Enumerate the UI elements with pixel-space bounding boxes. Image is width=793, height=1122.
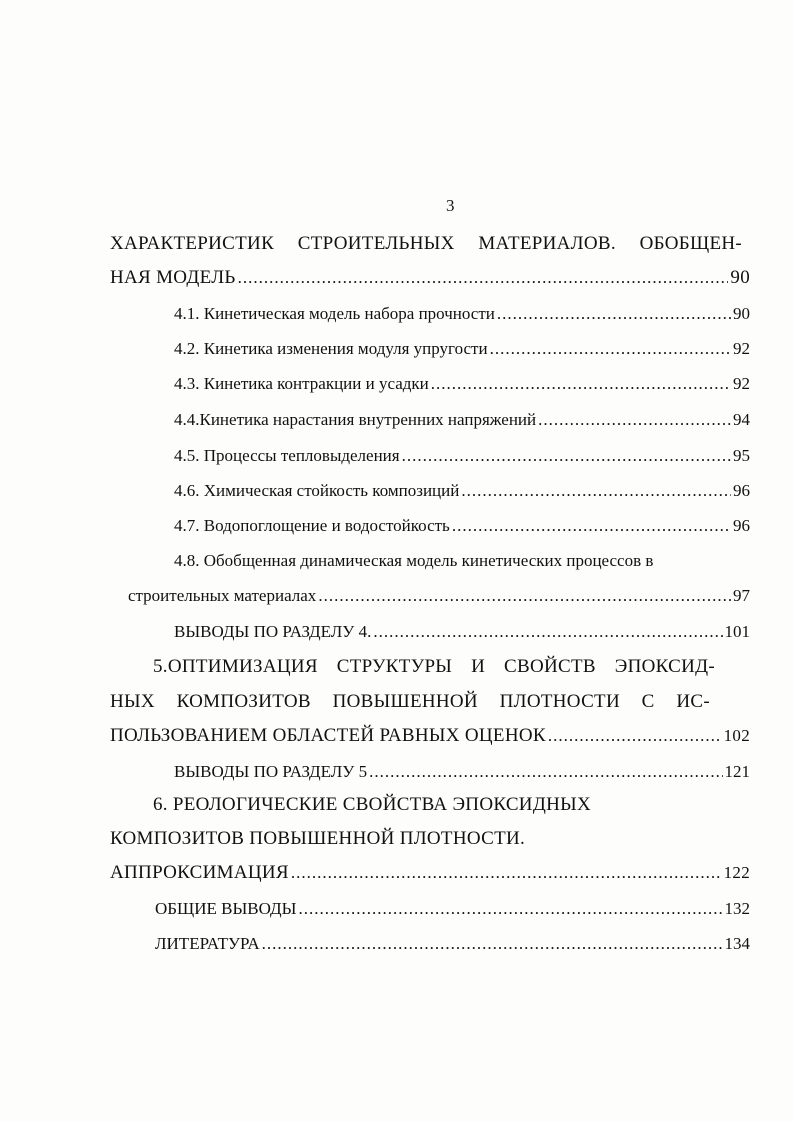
toc-page-number: 90 — [733, 304, 750, 323]
toc-leader-dots — [262, 932, 723, 956]
toc-page-number: 90 — [730, 267, 750, 288]
page-number: 3 — [446, 196, 455, 215]
toc-entry-4-1[interactable] — [174, 302, 750, 326]
toc-entry-title: АППРОКСИМАЦИЯ — [110, 862, 289, 883]
toc-entry-4-4[interactable] — [174, 408, 750, 432]
toc-leader-dots — [318, 584, 731, 608]
toc-page-number: 96 — [733, 481, 750, 500]
toc-leader-dots — [238, 266, 729, 290]
toc-ch5-title-line1[interactable]: 5.ОПТИМИЗАЦИЯ СТРУКТУРЫ И СВОЙСТВ ЭПОКСИД- — [153, 656, 715, 677]
toc-entry-conclusions-4[interactable] — [174, 620, 750, 644]
toc-page-number: 132 — [724, 899, 750, 918]
toc-leader-dots — [402, 444, 731, 468]
toc-leader-dots — [431, 372, 731, 396]
toc-entry-4-2[interactable] — [174, 337, 750, 361]
toc-page-number: 97 — [733, 586, 750, 605]
toc-entry-4-8-line1[interactable]: 4.8. Обобщенная динамическая модель кинетических процессов в — [174, 551, 654, 570]
toc-entry-conclusions-5[interactable] — [174, 760, 750, 784]
toc-page-number: 95 — [733, 446, 750, 465]
toc-leader-dots — [490, 337, 731, 361]
toc-leader-dots — [291, 861, 722, 885]
toc-entry-4-5[interactable] — [174, 444, 750, 468]
toc-leader-dots — [452, 514, 731, 538]
toc-leader-dots — [497, 302, 731, 326]
toc-page-number: 134 — [724, 934, 750, 953]
toc-page-number: 121 — [724, 762, 750, 781]
toc-entry-4-3[interactable] — [174, 372, 750, 396]
toc-leader-dots — [373, 620, 722, 644]
toc-leader-dots — [461, 479, 731, 503]
toc-entry-title: 4.3. Кинетика контракции и усадки — [174, 374, 429, 393]
toc-entry-title: 4.5. Процессы тепловыделения — [174, 446, 400, 465]
toc-page-number: 92 — [733, 374, 750, 393]
toc-entry-title: ОБЩИЕ ВЫВОДЫ — [155, 899, 297, 918]
toc-entry-title: ВЫВОДЫ ПО РАЗДЕЛУ 4. — [174, 622, 372, 641]
toc-ch4-title-line1: ХАРАКТЕРИСТИК СТРОИТЕЛЬНЫХ МАТЕРИАЛОВ. ОБОБЩЕН- — [110, 233, 742, 254]
toc-page-number: 101 — [724, 622, 750, 641]
toc-entry-title: 4.4.Кинетика нарастания внутренних напряжений — [174, 410, 537, 429]
toc-page-number: 92 — [733, 339, 750, 358]
toc-entry-title: 4.1. Кинетическая модель набора прочности — [174, 304, 495, 323]
toc-entry-4-6[interactable] — [174, 479, 750, 503]
toc-entry-4-8[interactable] — [128, 584, 750, 608]
toc-ch6-title-line1[interactable]: 6. РЕОЛОГИЧЕСКИЕ СВОЙСТВА ЭПОКСИДНЫХ — [153, 794, 592, 815]
toc-page-number: 96 — [733, 516, 750, 535]
toc-entry-title: строительных материалах — [128, 586, 317, 605]
toc-entry-title: 4.2. Кинетика изменения модуля упругости — [174, 339, 488, 358]
toc-page-number: 122 — [723, 863, 750, 882]
toc-leader-dots — [538, 408, 731, 432]
toc-leader-dots — [369, 760, 722, 784]
toc-entry-ch4[interactable] — [110, 266, 750, 290]
toc-entry-title: 4.7. Водопоглощение и водостойкость — [174, 516, 450, 535]
toc-entry-title: ПОЛЬЗОВАНИЕМ ОБЛАСТЕЙ РАВНЫХ ОЦЕНОК — [110, 725, 546, 746]
toc-entry-title: ЛИТЕРАТУРА — [155, 934, 260, 953]
toc-leader-dots — [298, 897, 722, 921]
toc-entry-literature[interactable] — [155, 932, 750, 956]
toc-entry-ch6[interactable] — [110, 861, 750, 885]
toc-entry-ch5[interactable] — [110, 724, 750, 748]
toc-page-number: 94 — [733, 410, 750, 429]
toc-entry-title: НАЯ МОДЕЛЬ — [110, 267, 236, 288]
toc-entry-title: 4.6. Химическая стойкость композиций — [174, 481, 460, 500]
toc-ch6-title-line2[interactable]: КОМПОЗИТОВ ПОВЫШЕННОЙ ПЛОТНОСТИ. — [110, 828, 526, 849]
toc-leader-dots — [548, 724, 722, 748]
toc-ch5-title-line2[interactable]: НЫХ КОМПОЗИТОВ ПОВЫШЕННОЙ ПЛОТНОСТИ С ИС- — [110, 691, 710, 712]
toc-entry-title: ВЫВОДЫ ПО РАЗДЕЛУ 5 — [174, 762, 368, 781]
toc-entry-general-conclusions[interactable] — [155, 897, 750, 921]
toc-page-number: 102 — [723, 726, 750, 745]
toc-entry-4-7[interactable] — [174, 514, 750, 538]
